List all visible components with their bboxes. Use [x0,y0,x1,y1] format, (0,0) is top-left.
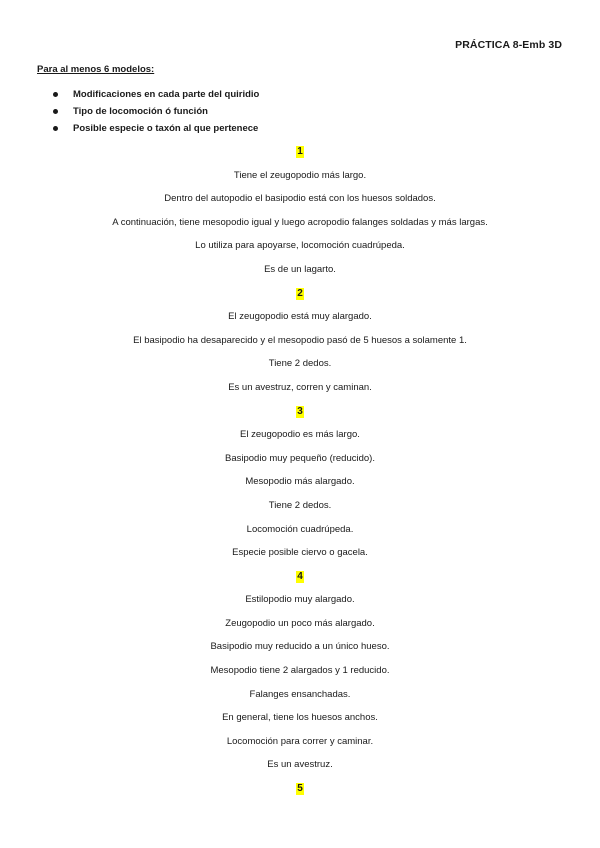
intro-label: Para al menos 6 modelos: [37,64,155,75]
list-item: Tipo de locomoción ó función [52,103,259,120]
section-number-2: 2 [297,287,303,299]
section-number-5: 5 [297,783,303,795]
text-line: Basipodio muy reducido a un único hueso. [210,641,390,653]
models-content [0,140,600,801]
text-line: Es un avestruz, corren y caminan. [228,381,372,393]
text-line: Lo utiliza para apoyarse, locomoción cuadrúpeda. [195,240,405,252]
text-line: A continuación, tiene mesopodio igual y luego acropodio falanges soldadas y más largas. [112,216,488,228]
text-line: El zeugopodio está muy alargado. [228,311,372,323]
section-number-4: 4 [297,570,303,582]
text-line: Locomoción para correr y caminar. [226,735,374,747]
text-line: Tiene 2 dedos. [268,499,332,511]
bullet-icon [53,126,58,131]
text-line: Mesopodio tiene 2 alargados y 1 reducido. [210,665,390,677]
text-line: En general, tiene los huesos anchos. [222,712,378,724]
section-number-3: 3 [297,405,303,417]
text-line: Tiene 2 dedos. [268,358,332,370]
document-title: PRÁCTICA 8-Emb 3D [455,39,562,51]
text-line: Mesopodio más alargado. [245,476,355,488]
text-line: Basipodio muy pequeño (reducido). [225,452,375,464]
bullet-icon [53,109,58,114]
list-item: Posible especie o taxón al que pertenece [52,120,259,137]
bullet-icon [53,92,58,97]
text-line: Es un avestruz. [267,759,333,771]
text-line: Tiene el zeugopodio más largo. [233,169,367,181]
text-line: Falanges ensanchadas. [249,688,351,700]
text-line: El zeugopodio es más largo. [240,429,360,441]
text-line: Especie posible ciervo o gacela. [232,547,368,559]
list-item: Modificaciones en cada parte del quiridio [52,86,259,103]
text-line: Estilopodio muy alargado. [245,594,355,606]
text-line: Dentro del autopodio el basipodio está con los huesos soldados. [164,193,436,205]
text-line: El basipodio ha desaparecido y el mesopodio pasó de 5 huesos a solamente 1. [133,334,467,346]
section-number-1: 1 [297,146,303,157]
requirements-list [52,86,259,137]
text-line: Zeugopodio un poco más alargado. [225,617,375,629]
text-line: Es de un lagarto. [264,263,336,275]
text-line: Locomoción cuadrúpeda. [246,523,354,535]
